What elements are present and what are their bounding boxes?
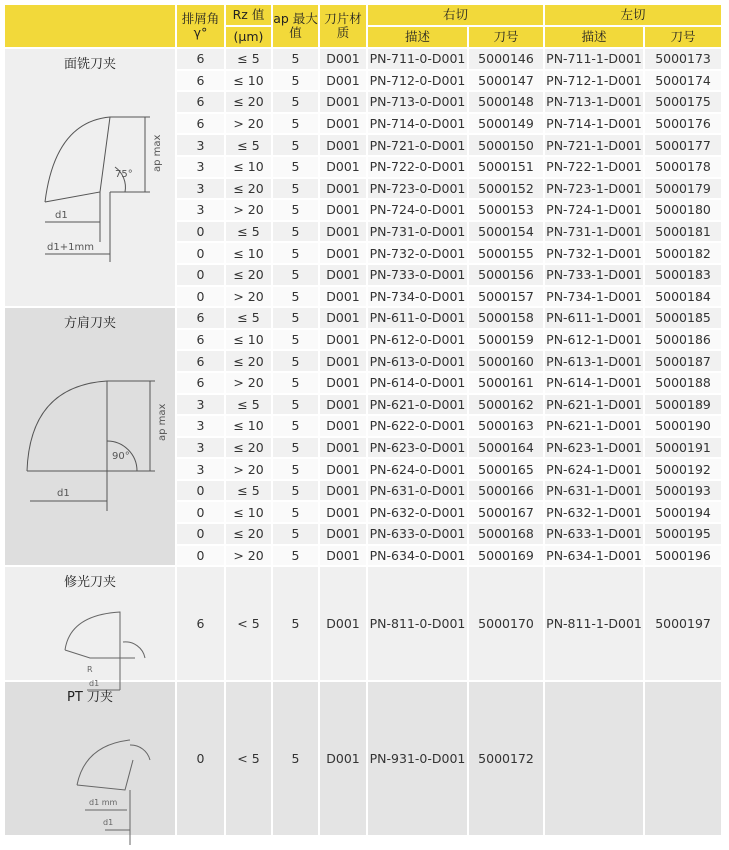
right-desc-cell: PN-721-0-D001 [368,135,467,155]
right-desc-cell: PN-732-0-D001 [368,243,467,263]
header-ap-max: ap 最大值 [273,5,318,47]
right-desc-cell: PN-724-0-D001 [368,200,467,220]
ap-max-cell: 5 [273,222,318,242]
left-code-cell: 5000183 [645,265,721,285]
right-code-cell: 5000165 [469,459,543,479]
material-cell: D001 [320,351,366,371]
rake-angle-cell: 6 [177,330,224,350]
right-code-cell: 5000146 [469,49,543,69]
left-desc-cell: PN-624-1-D001 [545,459,643,479]
diagram-d1: d1 [57,488,70,500]
rake-angle-cell: 0 [177,546,224,566]
rz-value-cell: > 20 [226,459,271,479]
right-desc-cell: PN-624-0-D001 [368,459,467,479]
rz-value-cell: < 5 [226,567,271,680]
ap-max-cell: 5 [273,71,318,91]
ap-max-cell: 5 [273,49,318,69]
rz-value-cell: ≤ 5 [226,49,271,69]
left-desc-cell: PN-723-1-D001 [545,179,643,199]
right-desc-cell: PN-731-0-D001 [368,222,467,242]
ap-max-cell: 5 [273,438,318,458]
left-desc-cell: PN-714-1-D001 [545,114,643,134]
right-code-cell: 5000156 [469,265,543,285]
ap-max-cell: 5 [273,459,318,479]
right-code-cell: 5000163 [469,416,543,436]
rake-angle-cell: 6 [177,71,224,91]
right-desc-cell: PN-714-0-D001 [368,114,467,134]
material-cell: D001 [320,157,366,177]
rz-value-cell: ≤ 20 [226,351,271,371]
right-desc-cell: PN-631-0-D001 [368,481,467,501]
rz-value-cell: ≤ 20 [226,179,271,199]
diagram-d1b: d1 [103,818,114,828]
ap-max-cell: 5 [273,157,318,177]
rz-value-cell: > 20 [226,200,271,220]
material-cell: D001 [320,330,366,350]
rake-angle-cell: 6 [177,351,224,371]
left-code-cell: 5000190 [645,416,721,436]
right-desc-cell: PN-614-0-D001 [368,373,467,393]
material-cell: D001 [320,71,366,91]
diagram-ap: ap max [152,134,163,172]
left-desc-cell: PN-712-1-D001 [545,71,643,91]
rz-value-cell: ≤ 20 [226,92,271,112]
left-code-cell: 5000192 [645,459,721,479]
rake-angle-cell: 6 [177,308,224,328]
rake-angle-cell: 3 [177,459,224,479]
rake-angle-cell: 0 [177,481,224,501]
left-code-cell: 5000184 [645,287,721,307]
left-desc-cell: PN-633-1-D001 [545,524,643,544]
rz-value-cell: ≤ 20 [226,265,271,285]
left-desc-cell: PN-613-1-D001 [545,351,643,371]
left-code-cell: 5000177 [645,135,721,155]
left-code-cell: 5000174 [645,71,721,91]
rake-angle-cell: 0 [177,524,224,544]
rz-value-cell: ≤ 10 [226,157,271,177]
rz-value-cell: ≤ 5 [226,308,271,328]
right-desc-cell: PN-811-0-D001 [368,567,467,680]
right-code-cell: 5000159 [469,330,543,350]
material-cell: D001 [320,416,366,436]
diagram-r: R [87,665,93,675]
rake-angle-cell: 3 [177,416,224,436]
right-code-cell: 5000155 [469,243,543,263]
ap-max-cell: 5 [273,416,318,436]
material-cell: D001 [320,243,366,263]
material-cell: D001 [320,481,366,501]
material-cell: D001 [320,200,366,220]
square-shoulder-diagram [15,331,168,531]
holder-group-cell [5,567,175,689]
rake-angle-cell: 0 [177,502,224,522]
header-left-cut: 左切 [545,5,721,25]
rz-value-cell: ≤ 5 [226,481,271,501]
left-desc-cell: PN-722-1-D001 [545,157,643,177]
diagram-angle: 90° [112,451,130,463]
right-code-cell: 5000157 [469,287,543,307]
header-left-desc: 描述 [545,27,643,47]
header-rz: Rz 值 [226,5,271,25]
material-cell: D001 [320,135,366,155]
left-desc-cell: PN-731-1-D001 [545,222,643,242]
left-code-cell: 5000196 [645,546,721,566]
rz-value-cell: ≤ 20 [226,524,271,544]
diagram-angle: 75° [115,169,133,180]
ap-max-cell: 5 [273,243,318,263]
right-desc-cell: PN-633-0-D001 [368,524,467,544]
left-code-cell: 5000181 [645,222,721,242]
left-desc-cell: PN-623-1-D001 [545,438,643,458]
right-code-cell: 5000164 [469,438,543,458]
left-desc-cell: PN-612-1-D001 [545,330,643,350]
rz-value-cell: ≤ 5 [226,135,271,155]
ap-max-cell: 5 [273,524,318,544]
right-code-cell: 5000172 [469,682,543,835]
right-code-cell: 5000154 [469,222,543,242]
left-code-cell: 5000188 [645,373,721,393]
left-code-cell: 5000191 [645,438,721,458]
left-code-cell: 5000178 [645,157,721,177]
right-code-cell: 5000167 [469,502,543,522]
right-desc-cell: PN-622-0-D001 [368,416,467,436]
right-desc-cell: PN-712-0-D001 [368,71,467,91]
right-desc-cell: PN-623-0-D001 [368,438,467,458]
holder-group-name: PT 刀夹 [67,690,113,706]
material-cell: D001 [320,373,366,393]
left-desc-cell: PN-611-1-D001 [545,308,643,328]
left-desc-cell: PN-733-1-D001 [545,265,643,285]
right-code-cell: 5000158 [469,308,543,328]
left-code-cell: 5000180 [645,200,721,220]
left-desc-cell: PN-811-1-D001 [545,567,643,680]
left-desc-cell: PN-711-1-D001 [545,49,643,69]
left-desc-cell: PN-734-1-D001 [545,287,643,307]
ap-max-cell: 5 [273,395,318,415]
holder-group-cell [5,682,175,835]
material-cell: D001 [320,438,366,458]
left-desc-cell: PN-713-1-D001 [545,92,643,112]
material-cell: D001 [320,179,366,199]
left-code-cell: 5000193 [645,481,721,501]
table-row [5,567,721,680]
rake-angle-cell: 0 [177,222,224,242]
left-code-cell: 5000182 [645,243,721,263]
rake-angle-cell: 6 [177,92,224,112]
left-desc-cell: PN-632-1-D001 [545,502,643,522]
rz-value-cell: ≤ 10 [226,416,271,436]
header-right-code: 刀号 [469,27,543,47]
right-code-cell: 5000150 [469,135,543,155]
rz-value-cell: ≤ 10 [226,71,271,91]
ap-max-cell: 5 [273,373,318,393]
rz-value-cell: ≤ 10 [226,502,271,522]
holder-group-cell [5,49,175,306]
ap-max-cell: 5 [273,308,318,328]
right-code-cell: 5000151 [469,157,543,177]
material-cell: D001 [320,265,366,285]
rake-angle-cell: 6 [177,114,224,134]
rz-value-cell: > 20 [226,546,271,566]
left-code-cell: 5000194 [645,502,721,522]
left-code-cell: 5000189 [645,395,721,415]
material-cell: D001 [320,222,366,242]
ap-max-cell: 5 [273,567,318,680]
rz-value-cell: ≤ 10 [226,330,271,350]
header-right-cut: 右切 [368,5,543,25]
right-desc-cell: PN-611-0-D001 [368,308,467,328]
ap-max-cell: 5 [273,330,318,350]
left-desc-cell: PN-732-1-D001 [545,243,643,263]
right-code-cell: 5000169 [469,546,543,566]
material-cell: D001 [320,567,366,680]
diagram-d1: d1 mm [89,798,118,808]
right-code-cell: 5000160 [469,351,543,371]
holder-group-cell [5,308,175,565]
ap-max-cell: 5 [273,682,318,835]
rake-angle-cell: 3 [177,200,224,220]
right-code-cell: 5000168 [469,524,543,544]
left-desc-cell: PN-621-1-D001 [545,395,643,415]
left-code-cell: 5000173 [645,49,721,69]
material-cell: D001 [320,682,366,835]
wiper-diagram [15,590,165,689]
rz-value-cell: < 5 [226,682,271,835]
rake-angle-cell: 0 [177,265,224,285]
ap-max-cell: 5 [273,92,318,112]
rz-value-cell: ≤ 20 [226,438,271,458]
rz-value-cell: ≤ 5 [226,395,271,415]
material-cell: D001 [320,308,366,328]
holder-group-name: 修光刀夹 [63,575,116,591]
diagram-d1: d1 [89,679,100,689]
diagram-d1: d1 [55,210,68,221]
material-cell: D001 [320,49,366,69]
right-desc-cell: PN-713-0-D001 [368,92,467,112]
pt-diagram [15,705,165,835]
right-desc-cell: PN-723-0-D001 [368,179,467,199]
right-code-cell: 5000166 [469,481,543,501]
material-cell: D001 [320,459,366,479]
header-right-desc: 描述 [368,27,467,47]
ap-max-cell: 5 [273,481,318,501]
left-code-cell: 5000186 [645,330,721,350]
tool-holder-table [3,3,723,837]
table-row [5,682,721,835]
right-desc-cell: PN-733-0-D001 [368,265,467,285]
rake-angle-cell: 0 [177,243,224,263]
rake-angle-cell: 6 [177,567,224,680]
ap-max-cell: 5 [273,546,318,566]
left-desc-cell: PN-631-1-D001 [545,481,643,501]
right-code-cell: 5000147 [469,71,543,91]
header-rz-unit: (μm) [226,27,271,47]
ap-max-cell: 5 [273,179,318,199]
holder-group-name: 方肩刀夹 [63,316,116,332]
right-code-cell: 5000153 [469,200,543,220]
right-desc-cell: PN-734-0-D001 [368,287,467,307]
rz-value-cell: ≤ 5 [226,222,271,242]
product-table-container [5,5,723,835]
material-cell: D001 [320,287,366,307]
material-cell: D001 [320,114,366,134]
diagram-d1b: d1+1mm [47,242,94,253]
rake-angle-cell: 6 [177,49,224,69]
rake-angle-cell: 3 [177,179,224,199]
rake-angle-cell: 0 [177,682,224,835]
right-desc-cell: PN-632-0-D001 [368,502,467,522]
ap-max-cell: 5 [273,265,318,285]
rz-value-cell: > 20 [226,287,271,307]
header-material: 刀片材质 [320,5,366,47]
rake-angle-cell: 3 [177,135,224,155]
right-desc-cell: PN-634-0-D001 [368,546,467,566]
ap-max-cell: 5 [273,135,318,155]
left-code-cell: 5000179 [645,179,721,199]
holder-group-name: 面铣刀夹 [63,57,116,72]
left-code-cell: 5000187 [645,351,721,371]
rake-angle-cell: 3 [177,438,224,458]
right-code-cell: 5000161 [469,373,543,393]
left-desc-cell: PN-724-1-D001 [545,200,643,220]
material-cell: D001 [320,92,366,112]
left-code-cell: 5000195 [645,524,721,544]
right-desc-cell: PN-621-0-D001 [368,395,467,415]
rake-angle-cell: 3 [177,395,224,415]
right-code-cell: 5000149 [469,114,543,134]
diagram-ap: ap max [157,403,168,442]
left-desc-cell: PN-614-1-D001 [545,373,643,393]
ap-max-cell: 5 [273,114,318,134]
ap-max-cell: 5 [273,200,318,220]
right-desc-cell: PN-613-0-D001 [368,351,467,371]
left-code-cell: 5000176 [645,114,721,134]
left-desc-cell [545,682,643,835]
ap-max-cell: 5 [273,502,318,522]
face-mill-diagram [15,72,165,292]
material-cell: D001 [320,524,366,544]
left-code-cell: 5000175 [645,92,721,112]
header-left-code: 刀号 [645,27,721,47]
right-desc-cell: PN-711-0-D001 [368,49,467,69]
right-code-cell: 5000170 [469,567,543,680]
table-row [5,308,721,328]
left-code-cell: 5000185 [645,308,721,328]
right-code-cell: 5000162 [469,395,543,415]
material-cell: D001 [320,395,366,415]
left-desc-cell: PN-621-1-D001 [545,416,643,436]
table-row [5,49,721,69]
left-desc-cell: PN-721-1-D001 [545,135,643,155]
ap-max-cell: 5 [273,287,318,307]
right-desc-cell: PN-931-0-D001 [368,682,467,835]
header-blank [5,5,175,47]
rz-value-cell: > 20 [226,373,271,393]
left-code-cell: 5000197 [645,567,721,680]
right-code-cell: 5000148 [469,92,543,112]
right-code-cell: 5000152 [469,179,543,199]
material-cell: D001 [320,502,366,522]
ap-max-cell: 5 [273,351,318,371]
rz-value-cell: > 20 [226,114,271,134]
rake-angle-cell: 0 [177,287,224,307]
right-desc-cell: PN-612-0-D001 [368,330,467,350]
header-rake-angle: 排屑角γ° [177,5,224,47]
rz-value-cell: ≤ 10 [226,243,271,263]
left-desc-cell: PN-634-1-D001 [545,546,643,566]
rake-angle-cell: 6 [177,373,224,393]
left-code-cell [645,682,721,835]
rake-angle-cell: 3 [177,157,224,177]
material-cell: D001 [320,546,366,566]
right-desc-cell: PN-722-0-D001 [368,157,467,177]
